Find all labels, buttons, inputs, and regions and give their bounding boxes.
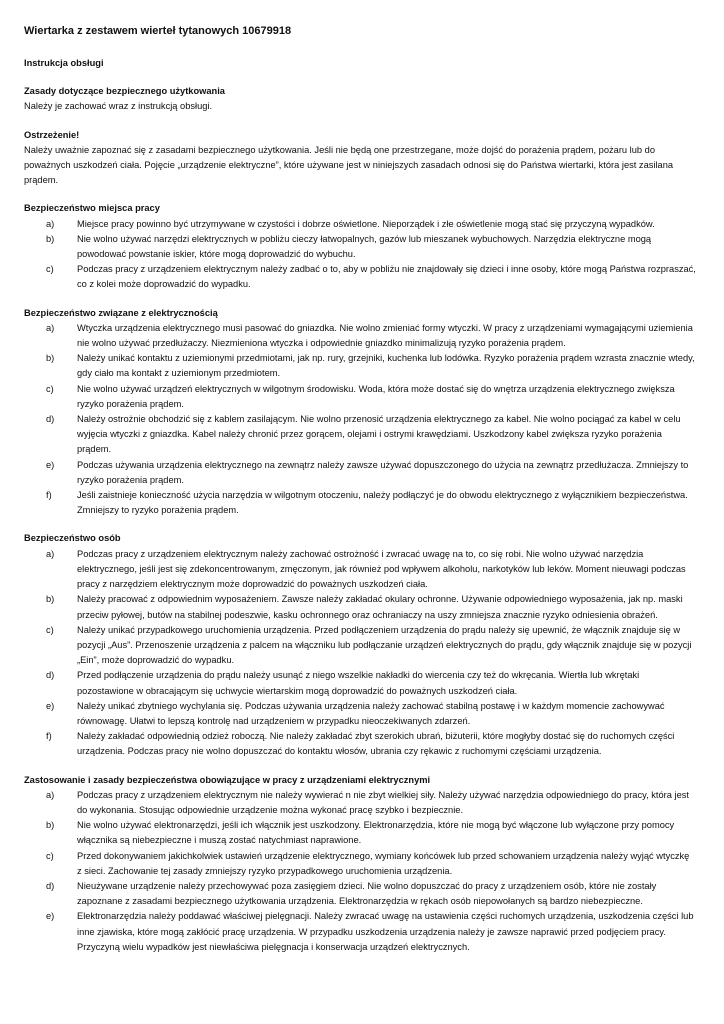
list-item — [24, 547, 696, 593]
section-heading: Zastosowanie i zasady bezpieczeństwa obowiązujące w pracy z urządzeniami elektrycznymi — [24, 774, 431, 785]
list-item-marker: a) — [46, 548, 55, 559]
list-item-marker: c) — [46, 383, 54, 394]
safety-heading: Zasady dotyczące bezpiecznego użytkowania — [24, 86, 225, 97]
list-item-text: Nieużywane urządzenie należy przechowywać poza zasięgiem dzieci. Nie wolno dopuszczać do pracy z urządzeniem osób, które nie zostały zapoznane z zasadami bezpiecznego użytkowania urządzenia. Elektronarzędzia w rękach osób niepowołanych są bardzo niebezpieczne. — [77, 880, 657, 907]
list-item-text: Jeśli zaistnieje konieczność użycia narzędzia w wilgotnym otoczeniu, należy podłączyć je do obwodu elektrycznego z wyłącznikiem bezpieczeństwa. Zmniejszy to ryzyko porażenia prądem. — [77, 490, 688, 516]
list-item-marker: a) — [46, 789, 55, 800]
list-item-text: Nie wolno używać elektronarzędzi, jeśli ich włącznik jest uszkodzony. Elektronarzędzia, które nie mogą być włączone lub wyłączone przy pomocy włącznika są niebezpieczne i muszą zostać natychmiast naprawione. — [77, 820, 675, 846]
section-heading: Bezpieczeństwo osób — [24, 533, 121, 544]
list-item-marker: e) — [46, 459, 55, 470]
section-list — [24, 547, 696, 760]
document-title: Wiertarka z zestawem wierteł tytanowych 10679918 — [24, 25, 292, 37]
list-item-marker: d) — [46, 414, 55, 425]
section-list — [24, 321, 696, 519]
list-item-text: Podczas pracy z urządzeniem elektrycznym należy zachować ostrożność i zwracać uwagę na to, co się robi. Nie wolno używać narzędzia elektrycznego, jeśli jest się zdekoncentrowanym, zmęczonym, jak również pod wpływem alkoholu, narkotyków lub leków. Moment nieuwagi podczas pracy z narzędziem elektrycznym może doprowadzić do poważnych uszkodzeń ciała. — [77, 548, 686, 590]
list-item-text: Wtyczka urządzenia elektrycznego musi pasować do gniazdka. Nie wolno zmieniać formy wtyczki. W pracy z urządzeniami wymagającymi uziemienia nie wolno używać przedłużaczy. Niezmieniona wtyczka i odpowiednie gniazdko minimalizują ryzyko porażenia prądem. — [77, 322, 693, 349]
list-item — [24, 729, 696, 759]
list-item-text: Przed dokonywaniem jakichkolwiek ustawień urządzenie elektrycznego, wymiany końcówek lub przed schowaniem urządzenia należy wyjąć wtyczkę z sieci. Zachowanie tej zasady zmniejszy ryzyko przypadkowego uruchomienia urządzenia. — [77, 850, 690, 876]
list-item-text: Elektronarzędzia należy poddawać właściwej pielęgnacji. Należy zwracać uwagę na ustawienia części ruchomych urządzenia, uszkodzenia części lub inne zjawiska, które mogą zakłócić pracę urządzenia. W przypadku uszkodzenia urządzenia należy je zawsze naprawić przed podjęciem pracy. Przyczyną wielu wypadków jest niewłaściwa pielęgnacja i konserwacja urządzeń elektrycznych. — [77, 911, 694, 952]
list-item-marker: a) — [46, 218, 55, 229]
list-item-text: Przed podłączenie urządzenia do prądu należy usunąć z niego wszelkie nakładki do wiercenia czy też do wkręcania. Wiertła lub wkrętaki pozostawione w obracającym się uchwycie wiertarskim mogą doprowadzić do poważnych uszkodzeń ciała. — [77, 670, 640, 696]
list-item-text: Należy unikać przypadkowego uruchomienia urządzenia. Przed podłączeniem urządzenia do prądu należy się upewnić, że włącznik znajduje się w pozycji „Aus”. Przenoszenie urządzenia z palcem na włączniku lub podłączanie urządzeń elektrycznych do prądu, gdy włącznik znajduje się w pozycji „Ein”, może doprowadzić do wypadku. — [77, 624, 692, 666]
list-item — [24, 788, 696, 818]
warning-text: Należy uważnie zapoznać się z zasadami bezpiecznego użytkowania. Jeśli nie będą one przestrzegane, może dojść do porażenia prądem, pożaru lub do poważnych uszkodzeń ciała. Pojęcie „urządzenie elektryczne”, które używane jest w niniejszych zasadach odnosi się do Państwa wiertarki, która jest zasilana prądem. — [24, 144, 674, 186]
list-item-marker: e) — [46, 700, 55, 711]
spacer — [24, 188, 696, 201]
list-item — [24, 668, 696, 698]
list-item-marker: d) — [46, 880, 55, 891]
spacer — [24, 760, 696, 773]
list-item-marker: b) — [46, 233, 55, 244]
list-item-marker: f) — [46, 731, 52, 742]
sections-container — [24, 188, 696, 955]
list-item — [24, 879, 696, 909]
list-item-text: Podczas używania urządzenia elektrycznego na zewnątrz należy zawsze używać dopuszczonego do użycia na zewnątrz przedłużacza. Zmniejszy to ryzyko porażenia prądem. — [77, 459, 689, 485]
list-item-marker: a) — [46, 322, 55, 333]
list-item — [24, 623, 696, 669]
list-item-text: Nie wolno używać narzędzi elektrycznych w pobliżu cieczy łatwopalnych, gazów lub mieszanek wybuchowych. Narzędzia elektryczne mogą powodować powstanie iskier, które mogą doprowadzić do wybuchu. — [77, 233, 652, 260]
list-item-text: Należy ostrożnie obchodzić się z kablem zasilającym. Nie wolno przenosić urządzenia elektrycznego za kabel. Nie wolno pociągać za kabel w celu wyjęcia wtyczki z gniazdka. Kabel należy chronić przez gorącem, olejami i ostrymi krawędziami. Uszkodzony kabel zwiększa ryzyko porażenia prądem. — [77, 414, 681, 455]
list-item — [24, 592, 696, 622]
list-item-text: Należy unikać kontaktu z uziemionymi przedmiotami, jak np. rury, grzejniki, kuchenka lub lodówka. Ryzyko porażenia prądem wzrasta znacznie wtedy, gdy ciało ma kontakt z uziemionym przedmiotem. — [77, 353, 695, 379]
list-item-marker: b) — [46, 820, 55, 831]
section-heading: Bezpieczeństwo związane z elektrycznością — [24, 307, 218, 318]
list-item — [24, 458, 696, 488]
list-item — [24, 909, 696, 955]
warning-heading: Ostrzeżenie! — [24, 129, 80, 140]
list-item-marker: d) — [46, 670, 55, 681]
list-item — [24, 217, 696, 232]
list-item-marker: e) — [46, 911, 55, 922]
list-item — [24, 488, 696, 518]
list-item — [24, 321, 696, 351]
list-item-marker: b) — [46, 594, 55, 605]
list-item-text: Podczas pracy z urządzeniem elektrycznym nie należy wywierać n nie zbyt wielkiej siły. Należy używać narzędzia odpowiedniego do pracy, która jest do wykonania. Stosując odpowiednie urządzenie można wykonać pracę szybko i bezpiecznie. — [77, 789, 689, 815]
spacer — [24, 293, 696, 306]
list-item — [24, 351, 696, 381]
spacer — [24, 518, 696, 531]
list-item-text: Należy unikać zbytniego wychylania się. Podczas używania urządzenia należy zachować stabilną postawę i w każdym momencie zachowywać równowagę. Ułatwi to lepszą kontrolę nad urządzeniem w przypadku nieoczekiwanych zdarzeń. — [77, 700, 665, 726]
list-item-text: Miejsce pracy powinno być utrzymywane w czystości i dobrze oświetlone. Nieporządek i złe oświetlenie mogą stać się przyczyną wypadków. — [77, 218, 655, 229]
list-item-text: Podczas pracy z urządzeniem elektrycznym należy zadbać o to, aby w pobliżu nie znajdowały się dzieci i inne osoby, które mogą Państwa rozpraszać, co z kolei może doprowadzić do wypadku. — [77, 264, 696, 290]
section-list — [24, 217, 696, 293]
spacer — [24, 115, 696, 128]
list-item-marker: c) — [46, 264, 54, 275]
list-item-marker: f) — [46, 490, 52, 501]
list-item — [24, 818, 696, 848]
section-list — [24, 788, 696, 955]
safety-note: Należy je zachować wraz z instrukcją obsługi. — [24, 101, 213, 112]
list-item-text: Nie wolno używać urządzeń elektrycznych w wilgotnym środowisku. Woda, która może dostać się do wnętrza urządzenia elektrycznego zwiększa ryzyko porażenia prądem. — [77, 383, 675, 409]
list-item-marker: c) — [46, 624, 54, 635]
list-item — [24, 382, 696, 412]
list-item — [24, 262, 696, 292]
section-heading: Bezpieczeństwo miejsca pracy — [24, 203, 160, 214]
list-item-marker: c) — [46, 850, 54, 861]
list-item — [24, 412, 696, 458]
spacer — [24, 71, 696, 84]
list-item — [24, 849, 696, 879]
list-item — [24, 699, 696, 729]
list-item — [24, 232, 696, 262]
list-item-marker: b) — [46, 353, 55, 364]
document-subtitle: Instrukcja obsługi — [24, 58, 104, 68]
list-item-text: Należy zakładać odpowiednią odzież roboczą. Nie należy zakładać zbyt szerokich ubrań, biżuterii, które mogłyby dostać się do ruchomych części urządzenia. Podczas pracy nie wolno dopuszczać do kontaktu włosów, ubrania czy rękawic z ruchomymi częściami urządzenia. — [77, 731, 675, 757]
list-item-text: Należy pracować z odpowiednim wyposażeniem. Zawsze należy zakładać okulary ochronne. Używanie odpowiedniego wyposażenia, jak np. maski przeciw pyłowej, butów na stabilnej podeszwie, kasku ochronnego oraz ochraniaczy na uszy zmniejsza znacznie ryzyko odniesienia obrażeń. — [77, 594, 683, 620]
document — [24, 24, 696, 955]
